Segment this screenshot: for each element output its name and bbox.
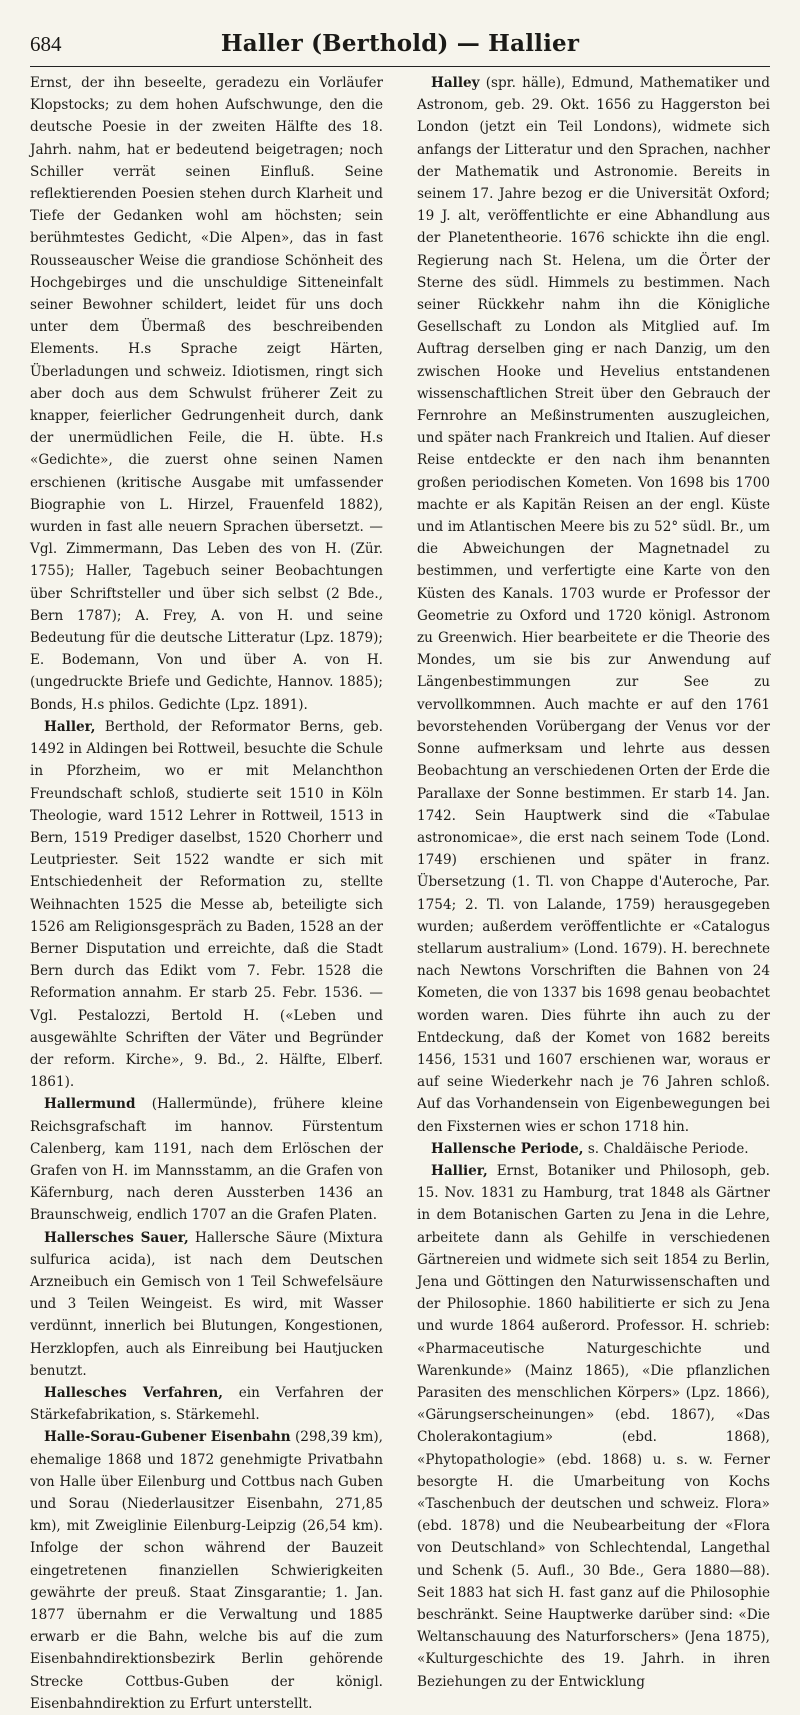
entry-haller-berthold xyxy=(30,716,383,1093)
headword: Hallier, xyxy=(431,1162,488,1179)
running-head: Haller (Berthold) — Hallier xyxy=(220,30,580,57)
page-header xyxy=(30,30,770,67)
entry-text: Berthold, der Reformator Berns, geb. 1492 in Aldingen bei Rottweil, besuchte die Schule in Pforzheim, wo er mit Melanchthon Freundschaft schloß, studierte seit 1510 in Köln Theologie, ward 1512 Lehrer in Rottweil, 1513 in Bern, 1519 Prediger daselbst, 1520 Chorherr und Leutpriester. Seit 1522 wandte er sich mit Entschiedenheit der Reformation zu, stellte Weihnachten 1525 die Messe ab, beteiligte sich 1526 am Religionsgespräch zu Baden, 1528 an der Berner Disputation und erreichte, daß die Stadt Bern durch das Edikt vom 7. Febr. 1528 die Reformation annahm. Er starb 25. Febr. 1536. — Vgl. Pestalozzi, Bertold H. («Leben und ausgewählte Schriften der Väter und Begründer der reform. Kirche», 9. Bd., 2. Hälfte, Elberf. 1861). xyxy=(30,718,383,1091)
left-column xyxy=(30,72,383,1715)
paragraph-text: Ernst, der ihn beseelte, geradezu ein Vorläufer Klopstocks; zu dem hohen Aufschwunge, den die deutsche Poesie in der zweiten Hälfte des 18. Jahrh. nahm, hat er bedeutend beigetragen; noch Schiller verrät seinen Einfluß. Seine reflektierenden Poesien stehen durch Klarheit und Tiefe der Gedanken wohl am höchsten; sein berühmtestes Gedicht, «Die Alpen», das in fast Rousseauscher Weise die grandiose Schönheit des Hochgebirges und die unschuldige Sitteneinfalt seiner Bewohner schildert, leidet für uns doch unter dem Übermaß des beschreibenden Elements. H.s Sprache zeigt Härten, Überladungen und schweiz. Idiotismen, ringt sich aber doch aus dem Schwulst früherer Zeit zu knapper, feierlicher Gedrungenheit durch, dank der unermüdlichen Feile, die H. übte. H.s «Gedichte», die zuerst ohne seinen Namen erschienen (kritische Ausgabe mit umfassender Biographie von L. Hirzel, Frauenfeld 1882), wurden in fast alle neuern Sprachen übersetzt. — Vgl. Zimmermann, Das Leben des von H. (Zür. 1755); Haller, Tagebuch seiner Beobachtungen über Schriftsteller und über sich selbst (2 Bde., Bern 1787); A. Frey, A. von H. und seine Bedeutung für die deutsche Litteratur (Lpz. 1879); E. Bodemann, Von und über A. von H. (ungedruckte Briefe und Gedichte, Hannov. 1885); Bonds, H.s philos. Gedichte (Lpz. 1891). xyxy=(30,75,383,713)
headword: Haller, xyxy=(44,718,96,735)
entry-text: s. Chaldäische Periode. xyxy=(583,1140,749,1157)
entry-text: Ernst, Botaniker und Philosoph, geb. 15. Nov. 1831 zu Hamburg, trat 1848 als Gärtner in dem Botanischen Garten zu Jena in die Lehre, arbeitete dann als Gehilfe in verschiedenen Gärtnereien und widmete sich seit 1854 zu Berlin, Jena und Göttingen den Naturwissenschaften und der Philosophie. 1860 habilitierte er sich zu Jena und wurde 1864 außerord. Professor. H. schrieb: «Pharmaceutische Naturgeschichte und Warenkunde» (Mainz 1865), «Die pflanzlichen Parasiten des menschlichen Körpers» (Lpz. 1866), «Gärungserscheinungen» (ebd. 1867), «Das Cholerakontagium» (ebd. 1868), «Phytopathologie» (ebd. 1868) u. s. w. Ferner besorgte H. die Umarbeitung von Kochs «Taschenbuch der deutschen und schweiz. Flora» (ebd. 1878) und die Neubearbeitung der «Flora von Deutschland» von Schlechtendal, Langethal und Schenk (5. Aufl., 30 Bde., Gera 1880—88). Seit 1883 hat sich H. fast ganz auf die Philosophie beschränkt. Seine Hauptwerke darüber sind: «Die Weltanschauung des Naturforschers» (Jena 1875), «Kulturgeschichte des 19. Jahrh. in ihren Beziehungen zu der Entwicklung xyxy=(417,1162,770,1690)
entry-hallesches-verfahren xyxy=(30,1382,383,1426)
headword: Hallensche Periode, xyxy=(431,1140,584,1157)
headword: Halley xyxy=(431,75,480,91)
headword: Hallesches Verfahren, xyxy=(44,1384,223,1401)
entry-text: Hallersche Säure (Mixtura sulfurica acida), ist nach dem Deutschen Arzneibuch ein Gemisch von 1 Teil Schwefelsäure und 3 Teilen Weingeist. Es wird, mit Wasser verdünnt, innerlich bei Blutungen, Kongestionen, Herzklopfen, auch als Einreibung bei Hautjucken benutzt. xyxy=(30,1229,384,1379)
entry-hallermund xyxy=(30,1093,383,1226)
entry-halley xyxy=(417,72,770,1138)
entry-hallensche-periode xyxy=(417,1138,770,1160)
page-number: 684 xyxy=(30,32,62,56)
right-column xyxy=(417,72,770,1693)
continuation-paragraph xyxy=(30,72,383,716)
headword: Hallersches Sauer, xyxy=(44,1229,189,1246)
headword: Halle-Sorau-Gubener Eisenbahn xyxy=(44,1429,291,1446)
column-divider xyxy=(399,72,400,1272)
entry-text: (spr. hälle), Edmund, Mathematiker und Astronom, geb. 29. Okt. 1656 zu Haggerston bei London (jetzt ein Teil Londons), widmete sich anfangs der Litteratur und den Sprachen, nachher der Mathematik und Astronomie. Bereits in seinem 17. Jahre bezog er die Universität Oxford; 19 J. alt, veröffentlichte er eine Abhandlung aus der Planetentheorie. 1676 schickte ihn die engl. Regierung nach St. Helena, um die Örter der Sterne des südl. Himmels zu bestimmen. Nach seiner Rückkehr nahm ihn die Königliche Gesellschaft zu London als Mitglied auf. Im Auftrag derselben ging er nach Danzig, um den zwischen Hooke und Hevelius entstandenen wissenschaftlichen Streit über den Gebrauch der Fernrohre an Meßinstrumenten auszugleichen, und später nach Frankreich und Italien. Auf dieser Reise entdeckte er den nach ihm benannten großen periodischen Kometen. Von 1698 bis 1700 machte er als Kapitän Reisen an der engl. Küste und im Atlantischen Meere bis zu 52° südl. Br., um die Abweichungen der Magnetnadel zu bestimmen, und verfertigte eine Karte von den Küsten des Kanals. 1703 wurde er Professor der Geometrie zu Oxford und 1720 königl. Astronom zu Greenwich. Hier bearbeitete er die Theorie des Mondes, um sie bis zur Anwendung auf Längenbestimmungen zur See zu vervollkommnen. Auch machte er auf den 1761 bevorstehenden Vorübergang der Venus vor der Sonne aufmerksam und lehrte aus dessen Beobachtung an verschiedenen Orten der Erde die Parallaxe der Sonne bestimmen. Er starb 14. Jan. 1742. Sein Hauptwerk sind die «Tabulae astronomicae», die erst nach seinem Tode (Lond. 1749) erschienen und später in franz. Übersetzung (1. Tl. von Chappe d'Auteroche, Par. 1754; 2. Tl. von Lalande, 1759) herausgegeben wurden; außerdem veröffentlichte er «Catalogus stellarum australium» (Lond. 1679). H. berechnete nach Newtons Vorschriften die Bahnen von 24 Kometen, die von 1337 bis 1698 genau beobachtet worden waren. Dies führte ihn auch zu der Entdeckung, daß der Komet von 1682 bereits 1456, 1531 und 1607 erschienen war, woraus er auf seine Wiederkehr nach je 76 Jahren schloß. Auf das Vorhandensein von Eigenbewegungen bei den Fixsternen wies er schon 1718 hin. xyxy=(417,75,770,1135)
entry-text: (298,39 km), ehemalige 1868 und 1872 genehmigte Privatbahn von Halle über Eilenburg und Cottbus nach Guben und Sorau (Niederlausitzer Eisenbahn, 271,85 km), mit Zweiglinie Eilenburg-Leipzig (26,54 km). Infolge der schon während der Bauzeit eingetretenen finanziellen Schwierigkeiten gewährte der preuß. Staat Zinsgarantie; 1. Jan. 1877 übernahm er die Verwaltung und 1885 erwarb er die Bahn, welche bis auf die zum Eisenbahndirektionsbezirk Berlin gehörende Strecke Cottbus-Guben der königl. Eisenbahndirektion zu Erfurt unterstellt. xyxy=(30,1429,384,1712)
entry-hallier xyxy=(417,1160,770,1693)
entry-text: ein Verfahren der Stärkefabrikation, s. Stärkemehl. xyxy=(30,1384,383,1424)
entry-hallersches-sauer xyxy=(30,1227,383,1382)
entry-halle-sorau-gubener-eisenbahn xyxy=(30,1426,383,1715)
headword: Hallermund xyxy=(44,1096,136,1113)
entry-text: (Hallermünde), frühere kleine Reichsgrafschaft im hannov. Fürstentum Calenberg, kam 1191, nach dem Erlöschen der Grafen von H. im Mannsstamm, an die Grafen von Käfernburg, nach deren Aussterben 1436 an Braunschweig, endlich 1707 an die Grafen Platen. xyxy=(30,1096,383,1224)
